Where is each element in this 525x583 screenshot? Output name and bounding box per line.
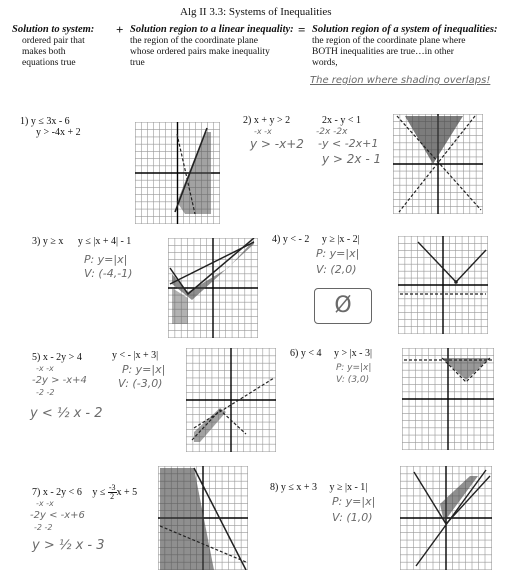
problem-5-second: y < - |x + 3| [112,350,159,361]
graph-7 [158,466,248,570]
problem-4-work: P: y=|x| [316,247,360,260]
problem-3: 3) y ≥ x y ≤ |x + 4| - 1 [32,236,132,247]
problem-2-work: -y < -2x+1 [318,137,379,150]
problem-2-work: -x -x [254,127,272,136]
problem-7-work: -x -x [36,499,54,508]
problem-2-second: 2x - y < 1 [322,115,361,126]
problem-4: 4) y < - 2 y ≥ |x - 2| [272,234,360,245]
problem-2: 2) x + y > 2 [243,115,291,126]
problem-6: 6) y < 4 y > |x - 3| [290,348,372,359]
problem-7-work: y > ½ x - 3 [32,538,105,553]
solution-region-system-label: Solution region of a system of inequalities: [312,24,498,35]
graph-5 [186,348,276,452]
solution-region-system-desc: the region of the coordinate plane where BOTH inequalities are true…in other words, [312,36,466,68]
graph-2 [393,114,483,214]
problem-1: 1) y ≤ 3x - 6 y > -4x + 2 [20,116,81,138]
boundary-line [418,242,486,282]
empty-set-symbol: Ø [334,293,352,318]
problem-6-work: V: (3,0) [336,375,370,385]
solution-region-linear-desc: the region of the coordinate plane whose ordered pairs make inequality true [130,36,270,68]
problem-5-work: V: (-3,0) [118,377,163,390]
problem-5-work: -x -x [36,364,54,373]
problem-5-work: y < ½ x - 2 [30,406,103,421]
graph-1 [135,122,220,224]
problem-3-work: V: (-4,-1) [84,267,133,280]
problem-7-work: -2 -2 [34,523,53,532]
problem-2-work: y > 2x - 1 [322,152,382,166]
problem-5-work: -2y > -x+4 [32,375,87,386]
problem-6-work: P: y=|x| [336,363,372,373]
problem-5: 5) x - 2y > 4 [32,352,82,363]
problem-8-work: V: (1,0) [332,511,373,524]
problem-7-work: -2y < -x+6 [30,510,85,521]
problem-8-work: P: y=|x| [332,495,376,508]
shaded-region [442,358,490,380]
solution-to-system-desc: ordered pair that makes both equations true [22,36,85,68]
problem-4-work: V: (2,0) [316,263,357,276]
boundary-line [170,238,254,294]
problem-2-work: y > -x+2 [250,137,304,151]
solution-region-linear-label: Solution region to a linear inequality: [130,24,294,35]
vertex-point [454,280,458,284]
shaded-region [160,468,214,570]
problem-8: 8) y ≤ x + 3 y ≥ |x - 1| [270,482,368,493]
fraction: $\frac{-3}{2}$ [108,483,116,501]
equals-sign: = [298,22,306,37]
problem-5-work: -2 -2 [36,388,55,397]
plus-sign: + [116,22,124,37]
problem-2-work: -2x -2x [316,127,348,137]
graph-4 [398,236,488,334]
graph-6 [402,348,494,450]
empty-set-box [314,288,372,324]
worksheet-title: Alg II 3.3: Systems of Inequalities [180,6,332,18]
overlap-note: The region where shading overlaps! [310,75,491,86]
problem-7: 7) x - 2y < 6 y ≤ $\frac{-3}{2}$ x + 5 [32,483,138,501]
problem-5-work: P: y=|x| [122,363,166,376]
problem-3-work: P: y=|x| [84,253,128,266]
graph-8 [400,466,492,570]
graph-3 [168,238,258,338]
solution-to-system-label: Solution to system: [12,24,95,35]
